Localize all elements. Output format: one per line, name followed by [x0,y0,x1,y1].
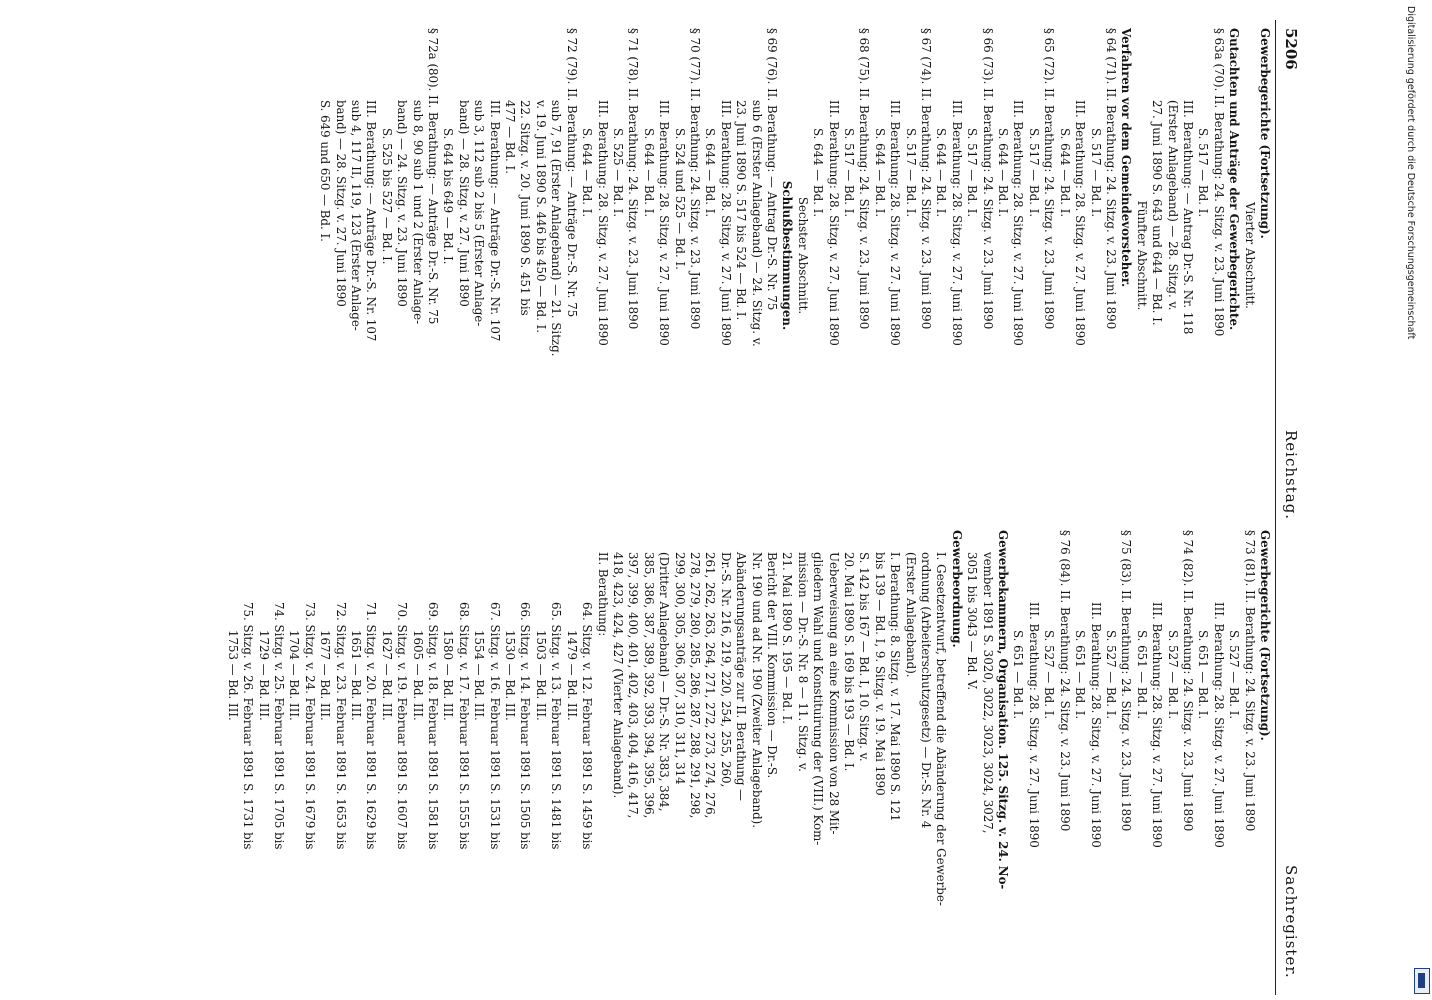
index-line: 397, 399, 400, 401, 402, 403, 404, 416, 417, [626,552,641,819]
index-line: § 65 (72). II. Berathung: 24. Sitzg. v. 23. Juni 1890 [1042,28,1057,330]
index-line: S. 644 — Bd. I. [872,128,887,218]
index-line: 1503 — Bd. III. [533,630,548,721]
index-line: § 63a (70). II. Berathung: 24. Sitzg. v. 23. Juni 1890 [1211,28,1226,337]
header-right-title: Sachregister. [1282,865,1300,979]
index-line: 69. Sitzg. v. 18. Februar 1891 S. 1581 bis [426,602,441,850]
index-line: 74. Sitzg. v. 25. Februar 1891 S. 1705 bis [272,602,286,850]
index-line: S. 527 — Bd. I. [1165,630,1180,720]
index-line: 71. Sitzg. v. 20. Februar 1891 S. 1629 bis [364,602,379,850]
index-line: S. 644 — Bd. I. [641,128,656,218]
index-line: 261, 262, 263, 264, 271, 272, 273, 274, 276, [703,552,718,819]
index-line: 73. Sitzg. v. 24. Februar 1891 S. 1679 bis [302,602,317,850]
index-line: (Dritter Anlageband) — Dr.-S. Nr. 383, 384, [657,552,672,812]
index-line: III. Berathung: 28. Sitzg. v. 27. Juni 1890 [1073,100,1088,346]
index-line: S. 644 — Bd. I. [996,128,1011,218]
header-rule [1275,20,1276,995]
index-line: sub 4, 117 II, 119, 123 (Erster Anlage- [349,100,364,331]
index-line: III. Berathung: 28. Sitzg. v. 27. Juni 1890 [595,100,610,346]
index-line: 68. Sitzg. v. 17. Februar 1891 S. 1555 bis [456,602,471,850]
index-line: III. Berathung: 28. Sitzg. v. 27. Juni 1890 [1011,100,1026,346]
index-line: Vierter Abschnitt. [1242,202,1257,309]
index-line: S. 525 — Bd. I. [610,128,625,218]
index-line: ordnung (Arbeiterschutzgesetz) — Dr.-S. Nr. 4 [919,552,934,829]
index-line: Gewerbegerichte (Fortsetzung). [1258,28,1272,239]
index-line: 20. Mai 1890 S. 169 bis 193 — Bd. I. [842,552,857,772]
index-line: S. 651 — Bd. I. [1073,630,1088,720]
index-line: Verfahren vor dem Gemeindevorsteher. [1119,28,1134,288]
index-line: S. 517 — Bd. I. [965,128,980,218]
index-line: 418, 423, 424, 427 (Vierter Anlageband). [610,552,625,799]
index-line: S. 651 — Bd. I. [1011,630,1026,720]
index-line: band) — 24. Sitzg. v. 23. Juni 1890 [395,100,410,307]
index-line: S. 525 bis 527 — Bd. I. [379,128,394,265]
index-line: § 72 (79). II. Berathung: — Anträge Dr.-S. Nr. 75 [564,28,579,318]
index-line: 1554 — Bd. III. [472,630,487,721]
index-line: III. Berathung: — Anträge Dr.-S. Nr. 107 [364,100,379,342]
index-line: III. Berathung: 28. Sitzg. v. 27. Juni 1890 [1150,602,1165,848]
index-line: III. Berathung: 28. Sitzg. v. 27. Juni 1890 [657,100,672,346]
index-line: Dr.-S. Nr. 216, 219, 220, 254, 255, 260, [718,552,733,788]
index-line: S. 517 — Bd. I. [903,128,918,218]
index-line: vember 1891 S. 3020, 3022, 3023, 3024, 3027, [980,552,995,834]
index-line: 66. Sitzg. v. 14. Februar 1891 S. 1505 bis [518,602,533,850]
index-line: S. 644 — Bd. I. [703,128,718,218]
index-line: III. Berathung: — Antrag Dr.-S. Nr. 118 [1180,100,1195,335]
index-line: § 66 (73). II. Berathung: 24. Sitzg. v. 23. Juni 1890 [980,28,995,330]
index-line: S. 651 — Bd. I. [1196,630,1211,720]
index-line: III. Berathung: 28. Sitzg. v. 27. Juni 1890 [1211,602,1226,848]
index-line: III. Berathung: — Anträge Dr.-S. Nr. 107 [487,100,502,342]
index-line: III. Berathung: 28. Sitzg. v. 27. Juni 1890 [718,100,733,346]
index-line: 27. Juni 1890 S. 643 und 644 — Bd. I. [1150,100,1165,326]
index-line: band) — 28. Sitzg. v. 27. Juni 1890 [333,100,348,307]
index-line: S. 527 — Bd. I. [1042,630,1057,720]
index-line: III. Berathung: 28. Sitzg. v. 27. Juni 1890 [826,100,841,346]
index-line: Gewerbekammern, Organisation. 125. Sitzg. v. 24. No- [996,530,1011,890]
index-line: § 70 (77). II. Berathung: 24. Sitzg. v. 23. Juni 1890 [687,28,702,330]
index-line: Ueberweisung an eine Kommission von 28 Mit- [826,552,841,835]
index-line: 67. Sitzg. v. 16. Februar 1891 S. 1531 bis [487,602,502,850]
index-line: 477 — Bd. I. [503,100,518,174]
index-line: 64. Sitzg. v. 12. Februar 1891 S. 1459 bis [580,602,595,850]
index-line: 22. Sitzg. v. 20. Juni 1890 S. 451 bis [518,100,533,316]
index-line: 23. Juni 1890 S. 517 bis 524 — Bd. I. [734,100,749,321]
index-line: § 67 (74). II. Berathung: 24. Sitzg. v. 23. Juni 1890 [919,28,934,330]
index-line: S. 651 — Bd. I. [1134,630,1149,720]
index-line: Schlußbestimmungen. [780,180,795,331]
index-line: sub 7, 91 (Erster Anlageband) — 21. Sitzg. [549,100,564,357]
index-line: Bericht der VIII. Kommission — Dr.-S. [765,552,779,779]
rotated-page-content [12,0,1312,1000]
index-line: 70. Sitzg. v. 19. Februar 1891 S. 1607 bis [395,602,410,850]
index-line: S. 527 — Bd. I. [1227,630,1242,720]
index-line: § 64 (71). II. Berathung: 24. Sitzg. v. 23. Juni 1890 [1103,28,1118,330]
index-line: mission — Dr.-S. Nr. 8 — 11. Sitzg. v. [795,552,810,772]
index-line: (Erster Anlageband). [903,552,918,678]
index-line: 1580 — Bd. III. [441,630,456,721]
index-line: § 72a (80). II. Berathung: — Anträge Dr.-S. Nr. 75 [426,28,441,325]
index-line: S. 517 — Bd. I. [1026,128,1041,218]
index-line: § 69 (76). II. Berathung: — Antrag Dr.-S. Nr. 75 [765,28,779,311]
index-line: 1605 — Bd. III. [410,630,425,721]
index-line: II. Berathung: [595,552,610,637]
index-line: (Erster Anlageband) — 28. Sitzg. v. [1165,100,1180,311]
index-line: Gewerbegerichte (Fortsetzung). [1258,530,1272,741]
index-line: S. 517 — Bd. I. [1196,128,1211,218]
index-line: S. 142 bis 167 — Bd. I, 10. Sitzg. v. [857,552,872,762]
index-line: sub 3, 112 sub 2 bis 5 (Erster Anlage- [472,100,487,327]
index-line: § 71 (78). II. Berathung: 24. Sitzg. v. 23. Juni 1890 [626,28,641,330]
index-line: § 76 (84). II. Berathung: 24. Sitzg. v. 23. Juni 1890 [1057,530,1072,832]
digitization-credit: Digitalisierung gefördert durch die Deutsche Forschungsgemeinschaft [1405,6,1416,340]
index-line: 278, 279, 280, 285, 286, 287, 288, 291, 298, [687,552,702,819]
index-line: S. 644 — Bd. I. [811,128,826,218]
index-line: 1479 — Bd. III. [564,630,579,721]
index-line: 1677 — Bd. III. [318,630,333,721]
index-line: 75. Sitzg. v. 26. Februar 1891 S. 1731 bis [241,602,256,850]
dfg-logo-icon [1414,968,1430,994]
index-line: S. 644 — Bd. I. [580,128,595,218]
index-line: band) — 28. Sitzg. v. 27. Juni 1890 [456,100,471,307]
index-line: I. Berathung: 8. Sitzg. v. 17. Mai 1890 S. 121 [888,552,903,822]
index-line: sub 6 (Erster Anlageband) — 24. Sitzg. v. [749,100,764,347]
index-line: § 75 (83). II. Berathung: 24. Sitzg. v. 23. Juni 1890 [1119,530,1134,832]
index-line: 72. Sitzg. v. 23. Februar 1891 S. 1653 bis [333,602,348,850]
index-line: S. 649 und 650 — Bd. I. [318,100,333,242]
index-line: S. 527 — Bd. I. [1103,630,1118,720]
index-line: S. 517 — Bd. I. [842,128,857,218]
index-line: III. Berathung: 28. Sitzg. v. 27. Juni 1890 [1026,602,1041,848]
left-column [317,28,1272,483]
index-line: Gutachten und Anträge der Gewerbegerichte. [1227,28,1242,331]
page-number: 5206 [1282,28,1300,70]
index-line: I. Gesetzentwurf, betreffend die Abänderung der Gewerbe- [934,552,949,906]
index-line: S. 524 und 525 — Bd. I. [672,128,687,270]
index-line: 299, 300, 305, 306, 307, 310, 311, 314 [672,552,687,785]
index-line: 21. Mai 1890 S. 195 — Bd. I. [780,552,795,725]
index-line: 1651 — Bd. III. [349,630,364,721]
page-header [1276,0,1300,1000]
index-line: bis 139 — Bd. I, 9. Sitzg. v. 19. Mai 1890 [872,552,887,796]
index-line: v. 19. Juni 1890 S. 446 bis 450 — Bd. I. [533,100,548,333]
index-line: § 68 (75). II. Berathung: 24. Sitzg. v. 23. Juni 1890 [857,28,872,330]
index-line: S. 644 bis 649 — Bd. I. [441,128,456,265]
index-line: S. 517 — Bd. I. [1088,128,1103,218]
index-line: Sechster Abschnitt. [795,196,810,315]
index-line: § 73 (81). II. Berathung: 24. Sitzg. v. 23. Juni 1890 [1242,530,1257,832]
index-line: III. Berathung: 28. Sitzg. v. 27. Juni 1890 [949,100,964,346]
header-center-title: Reichstag. [1282,430,1300,521]
index-line: § 74 (82). II. Berathung: 24. Sitzg. v. 23. Juni 1890 [1180,530,1195,832]
index-line: Nr. 190 und ad Nr. 190 (Zweiter Anlageband). [749,552,764,828]
index-line: 1753 — Bd. III. [225,630,240,721]
index-line: Gewerbeordnung. [949,530,964,648]
index-line: 385, 386, 387, 389, 392, 393, 394, 395, 396, [641,552,656,819]
index-line: 1530 — Bd. III. [503,630,518,721]
index-line: S. 644 — Bd. I. [1057,128,1072,218]
index-line: 1704 — Bd. III. [287,630,302,721]
index-line: 1729 — Bd. III. [256,630,271,721]
index-line: sub 8, 90 sub 1 und 2 (Erster Anlage- [410,100,425,325]
right-column [224,530,1272,985]
index-line: III. Berathung: 28. Sitzg. v. 27. Juni 1890 [1088,602,1103,848]
index-line: gliedern Wahl und Konstituirung der (VIII.) Kom- [811,552,826,846]
index-line: S. 644 — Bd. I. [934,128,949,218]
index-line: 65. Sitzg. v. 13. Februar 1891 S. 1481 bis [549,602,564,850]
index-line: Abänderungsanträge zur II. Berathung — [734,552,749,801]
index-line: III. Berathung: 28. Sitzg. v. 27. Juni 1890 [888,100,903,346]
index-line: Fünfter Abschnitt. [1134,200,1149,311]
index-line: 3051 bis 3043 — Bd. V. [965,552,980,691]
index-line: 1627 — Bd. III. [379,630,394,721]
